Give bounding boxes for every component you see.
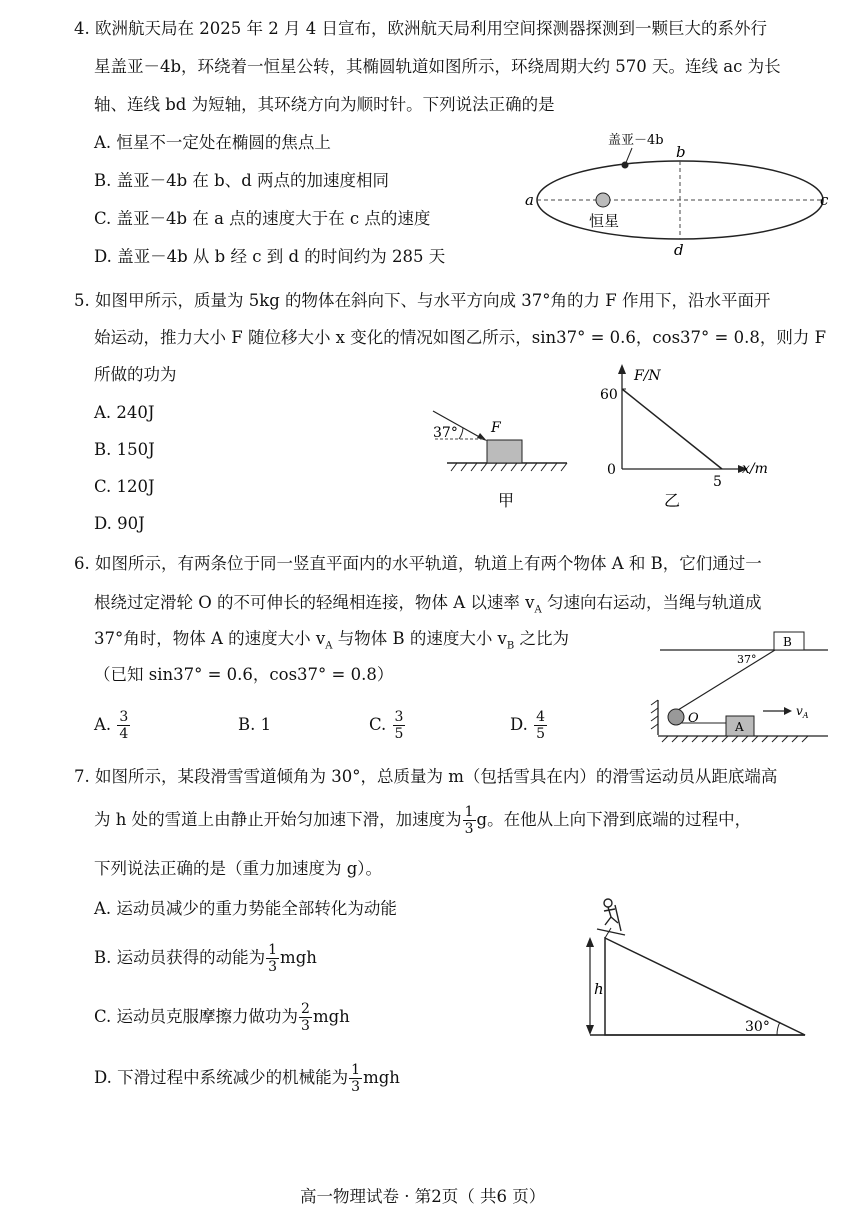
- q5-stem-line-2: 始运动，推力大小 F 随位移大小 x 变化的情况如图乙所示，sin37° = 0.6，cos37° = 0.8，则力 F: [94, 328, 827, 347]
- q6-stem-line-1: 6. 如图所示，有两条位于同一竖直平面内的水平轨道，轨道上有两个物体 A 和 B，它们通过一: [74, 554, 762, 573]
- planet-label: 盖亚－4b: [608, 133, 664, 148]
- q6-stem-line-3: 37°角时，物体 A 的速度大小 $v_A$ 与物体 B 的速度大小 $v_B$ 之比为: [94, 629, 569, 652]
- rope-angle-label: 37°: [737, 653, 757, 666]
- star-icon: [596, 193, 610, 207]
- q6-option-c: C. $\frac{3}{5}$: [369, 709, 404, 742]
- q5-yi-chart: [592, 358, 792, 518]
- q5-jia-figure: [425, 385, 575, 515]
- q5-option-c: C. 120J: [94, 477, 155, 496]
- q6-pulley-figure: [648, 625, 833, 745]
- q4-option-b: B. 盖亚－4b 在 b、d 两点的加速度相同: [94, 171, 390, 190]
- y-axis-label: F/N: [634, 368, 661, 384]
- pulley-label: O: [688, 711, 699, 726]
- x-tick-5: 5: [713, 474, 722, 490]
- force-label: F: [491, 420, 501, 436]
- series-line-F: [622, 389, 722, 469]
- block-B-label: B: [783, 635, 792, 649]
- point-a: a: [525, 191, 534, 209]
- q4-option-c: C. 盖亚－4b 在 a 点的速度大于在 c 点的速度: [94, 209, 431, 228]
- q7-slope-figure: [585, 895, 815, 1045]
- q4-orbit-figure: [500, 124, 845, 264]
- caption-yi: 乙: [664, 491, 681, 510]
- origin-label: 0: [607, 462, 616, 478]
- q6-stem-line-4: （已知 sin37° = 0.6，cos37° = 0.8）: [94, 665, 394, 684]
- point-c: c: [820, 191, 829, 209]
- skier-icon: [597, 899, 625, 935]
- q7-stem-line-1: 7. 如图所示，某段滑雪雪道倾角为 30°，总质量为 m（包括雪具在内）的滑雪运动员从距底端高: [74, 767, 778, 786]
- q6-option-a: A. $\frac{3}{4}$: [94, 709, 129, 742]
- height-label: h: [594, 980, 604, 998]
- q7-option-b: B. 运动员获得的动能为 $\frac{1}{3}$ mgh: [94, 942, 317, 975]
- q5-option-b: B. 150J: [94, 440, 155, 459]
- q5-option-a: A. 240J: [94, 403, 155, 422]
- x-axis-label: x/m: [742, 461, 768, 477]
- q5-option-d: D. 90J: [94, 514, 145, 533]
- q4-option-a: A. 恒星不一定处在椭圆的焦点上: [94, 133, 331, 152]
- q4-stem-line-2: 星盖亚－4b，环绕着一恒星公转，其椭圆轨道如图所示，环绕周期大约 570 天。连线 ac 为长: [94, 57, 781, 76]
- y-tick-60: 60: [600, 387, 618, 403]
- q5-stem-line-3: 所做的功为: [94, 365, 177, 384]
- caption-jia: 甲: [498, 491, 515, 510]
- q7-option-d: D. 下滑过程中系统减少的机械能为 $\frac{1}{3}$ mgh: [94, 1062, 400, 1095]
- q6-option-b: B. 1: [238, 715, 272, 734]
- rope: [678, 650, 775, 710]
- angle-label: 30°: [745, 1019, 770, 1035]
- q4-stem-line-1: 4. 欧洲航天局在 2025 年 2 月 4 日宣布，欧洲航天局利用空间探测器探测到一颗巨大的系外行: [74, 19, 767, 38]
- q4-option-d: D. 盖亚－4b 从 b 经 c 到 d 的时间约为 285 天: [94, 247, 446, 266]
- q4-stem-line-3: 轴、连线 bd 为短轴，其环绕方向为顺时针。下列说法正确的是: [94, 95, 555, 114]
- velocity-label: $v_A$: [796, 704, 809, 720]
- page-footer: 高一物理试卷 · 第2页（ 共6 页）: [300, 1187, 546, 1206]
- point-d: d: [674, 241, 684, 259]
- q7-stem-line-3: 下列说法正确的是（重力加速度为 g）。: [94, 859, 383, 878]
- q7-stem-line-2: 为 h 处的雪道上由静止开始匀加速下滑，加速度为 $\frac{1}{3}$ g。在他从上向下滑到底端的过程中，: [94, 804, 752, 837]
- q5-stem-line-1: 5. 如图甲所示，质量为 5kg 的物体在斜向下、与水平方向成 37°角的力 F 作用下，沿水平面开: [74, 291, 771, 310]
- star-label: 恒星: [589, 212, 620, 230]
- point-b: b: [676, 143, 686, 161]
- q7-option-c: C. 运动员克服摩擦力做功为 $\frac{2}{3}$ mgh: [94, 1001, 350, 1034]
- q7-option-a: A. 运动员减少的重力势能全部转化为动能: [94, 899, 397, 918]
- block-A-label: A: [735, 720, 744, 734]
- slope-triangle: [605, 938, 805, 1035]
- q6-stem-line-2: 根绕过定滑轮 O 的不可伸长的轻绳相连接，物体 A 以速率 $v_A$ 匀速向右运动，当绳与轨道成: [94, 593, 762, 616]
- block: [487, 440, 522, 463]
- q6-option-d: D. $\frac{4}{5}$: [510, 709, 546, 742]
- pulley-icon: [668, 709, 684, 725]
- angle-label: 37°: [433, 425, 458, 441]
